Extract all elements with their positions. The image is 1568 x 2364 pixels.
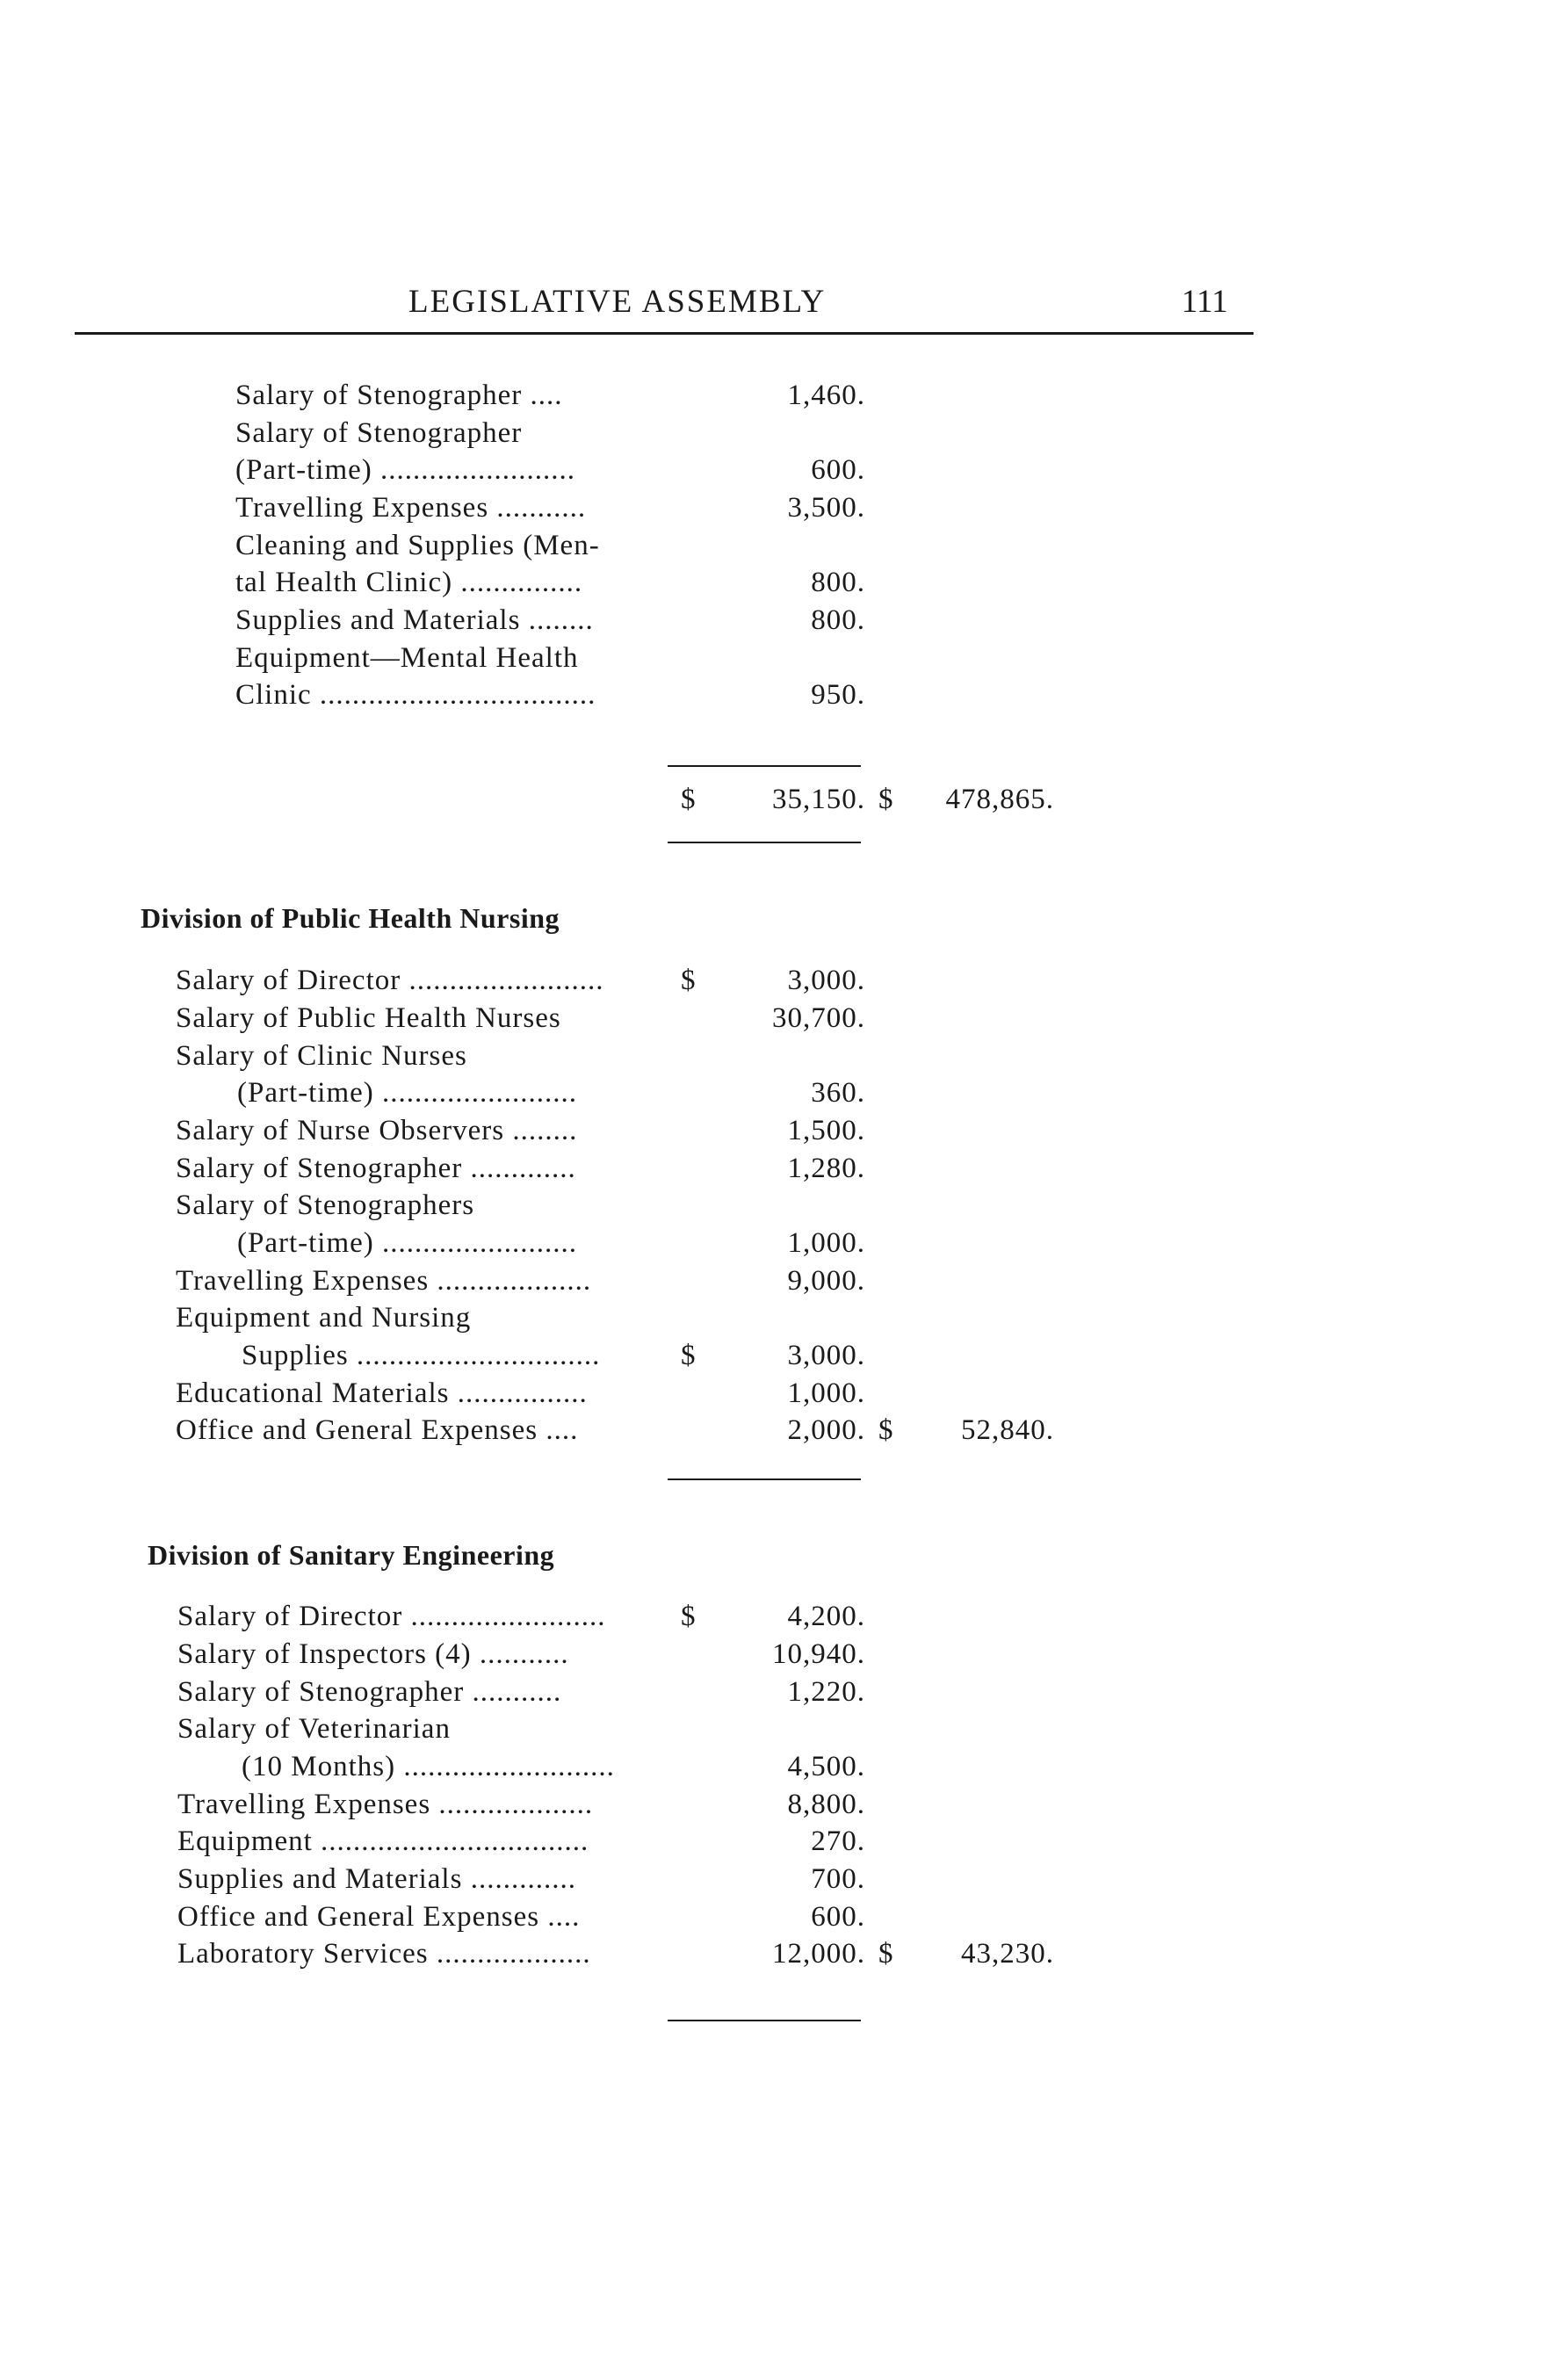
line-item-amount: 2,000.: [787, 1414, 865, 1446]
line-item-label: (Part-time) ........................: [237, 1077, 578, 1109]
line-item-label: Travelling Expenses ...........: [235, 492, 587, 524]
page-number: 111: [1181, 284, 1228, 320]
section-end-rule: [668, 2020, 861, 2021]
line-item-label: Supplies ..............................: [242, 1340, 601, 1371]
subtotal-amount: 35,150.: [772, 784, 865, 815]
line-item-amount: 8,800.: [787, 1789, 865, 1820]
line-item-amount: 30,700.: [772, 1002, 865, 1034]
line-item-amount: 1,460.: [787, 380, 865, 411]
line-item-amount: 12,000.: [772, 1938, 865, 1970]
total-amount: 43,230.: [961, 1938, 1054, 1970]
line-item-amount: 1,220.: [787, 1676, 865, 1708]
dollar-sign: $: [681, 784, 696, 815]
line-item-amount: 3,000.: [787, 1340, 865, 1371]
line-item-label: Salary of Director ........................: [176, 965, 604, 996]
line-item-amount: 1,000.: [787, 1227, 865, 1259]
section-heading: Division of Public Health Nursing: [141, 902, 560, 934]
line-item-amount: 10,940.: [772, 1638, 865, 1670]
line-item-amount: 600.: [811, 1901, 865, 1933]
section-heading: Division of Sanitary Engineering: [148, 1539, 555, 1571]
total-amount: 52,840.: [961, 1414, 1054, 1446]
line-item-label: (Part-time) ........................: [235, 454, 576, 486]
line-item-label: Salary of Stenographer: [235, 417, 523, 449]
line-item-label: Supplies and Materials ........: [235, 604, 594, 636]
total-rule: [668, 842, 861, 843]
line-item-label: Equipment .................................: [177, 1825, 589, 1857]
line-item-label: Salary of Director ........................: [177, 1601, 606, 1632]
section-end-rule: [668, 1478, 861, 1480]
line-item-label: Cleaning and Supplies (Men-: [235, 530, 600, 561]
line-item-label: Salary of Stenographer ...........: [177, 1676, 562, 1708]
line-item-amount: 1,500.: [787, 1115, 865, 1146]
line-item-label: Salary of Public Health Nurses: [176, 1002, 561, 1034]
line-item-label: Office and General Expenses ....: [176, 1414, 579, 1446]
line-item-amount: 950.: [811, 679, 865, 711]
header-rule: [75, 332, 1254, 335]
line-item-label: Salary of Clinic Nurses: [176, 1040, 467, 1072]
dollar-sign: $: [878, 1414, 893, 1446]
line-item-label: tal Health Clinic) ...............: [235, 567, 583, 598]
line-item-amount: 1,280.: [787, 1153, 865, 1184]
line-item-label: Office and General Expenses ....: [177, 1901, 581, 1933]
line-item-amount: 360.: [811, 1077, 865, 1109]
line-item-amount: 800.: [811, 567, 865, 598]
line-item-amount: 4,500.: [787, 1751, 865, 1782]
line-item-amount: 3,500.: [787, 492, 865, 524]
line-item-label: Laboratory Services ...................: [177, 1938, 591, 1970]
line-item-label: Clinic ..................................: [235, 679, 596, 711]
dollar-sign: $: [878, 1938, 893, 1970]
dollar-sign: $: [681, 965, 696, 996]
line-item-amount: 270.: [811, 1825, 865, 1857]
line-item-label: Educational Materials ................: [176, 1377, 588, 1409]
line-item-label: Travelling Expenses ...................: [176, 1265, 592, 1297]
dollar-sign: $: [681, 1340, 696, 1371]
line-item-label: Salary of Stenographers: [176, 1189, 475, 1221]
line-item-label: Travelling Expenses ...................: [177, 1789, 594, 1820]
line-item-amount: 1,000.: [787, 1377, 865, 1409]
line-item-label: Salary of Inspectors (4) ...........: [177, 1638, 569, 1670]
line-item-label: Salary of Stenographer .............: [176, 1153, 576, 1184]
line-item-label: Equipment—Mental Health: [235, 642, 579, 674]
line-item-label: (Part-time) ........................: [237, 1227, 578, 1259]
line-item-amount: 700.: [811, 1863, 865, 1895]
line-item-label: Equipment and Nursing: [176, 1302, 472, 1334]
line-item-label: (10 Months) ..........................: [242, 1751, 615, 1782]
line-item-amount: 9,000.: [787, 1265, 865, 1297]
line-item-label: Salary of Veterinarian: [177, 1713, 451, 1745]
dollar-sign: $: [681, 1601, 696, 1632]
line-item-amount: 4,200.: [787, 1601, 865, 1632]
line-item-amount: 600.: [811, 454, 865, 486]
page-header-title: LEGISLATIVE ASSEMBLY: [408, 284, 827, 320]
line-item-amount: 3,000.: [787, 965, 865, 996]
dollar-sign: $: [878, 784, 893, 815]
line-item-label: Salary of Stenographer ....: [235, 380, 563, 411]
line-item-amount: 800.: [811, 604, 865, 636]
subtotal-rule: [668, 765, 861, 767]
line-item-label: Salary of Nurse Observers ........: [176, 1115, 578, 1146]
total-amount: 478,865.: [945, 784, 1054, 815]
line-item-label: Supplies and Materials .............: [177, 1863, 576, 1895]
